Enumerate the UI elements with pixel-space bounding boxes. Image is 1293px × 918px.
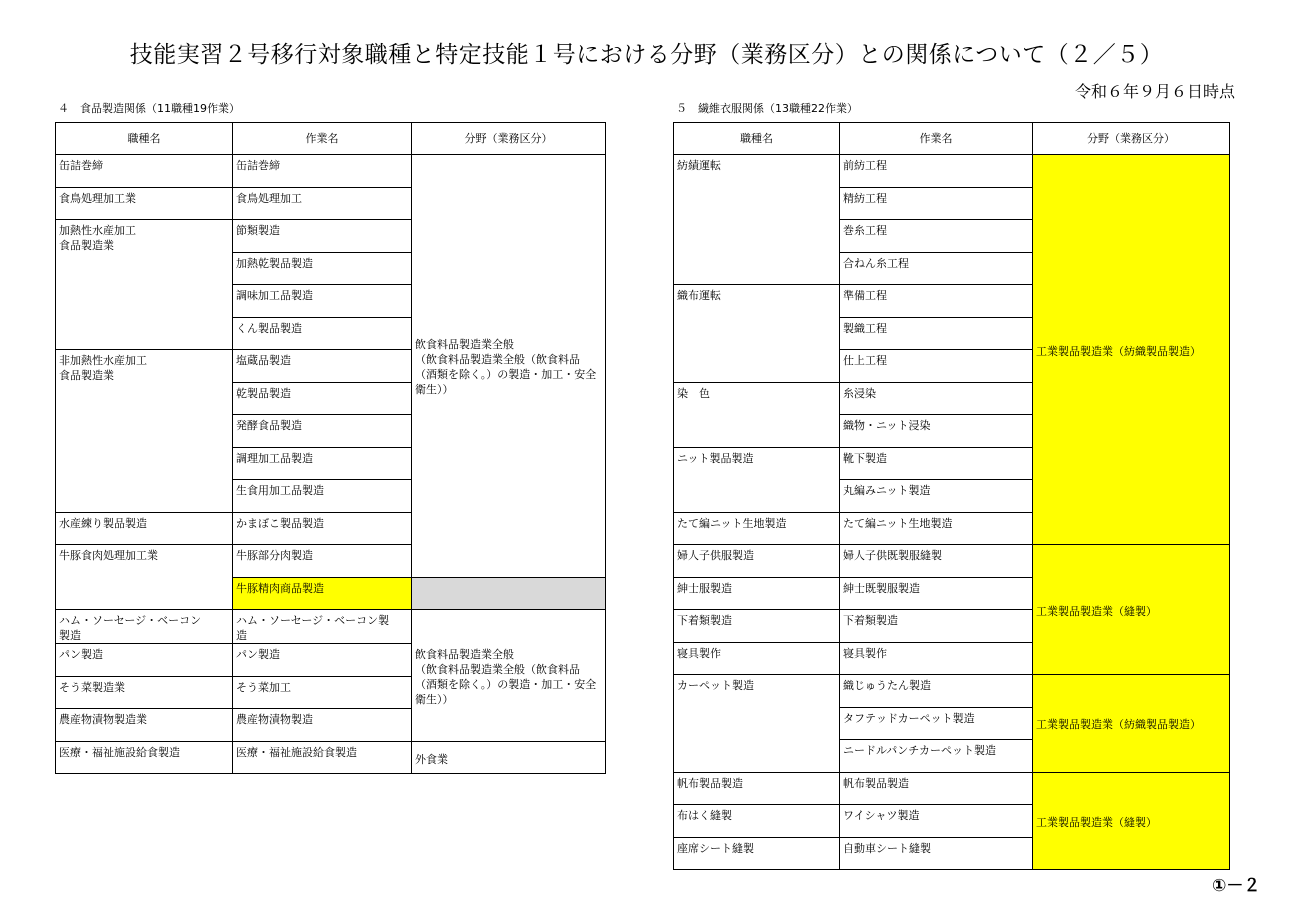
work-cell: 発酵食品製造 [233, 415, 412, 448]
job-cell: パン製造 [56, 644, 233, 677]
header-job: 職種名 [56, 123, 233, 155]
work-cell: 仕上工程 [840, 350, 1033, 383]
section-title-textile: ５ 繊維衣服関係（13職種22作業） [676, 102, 858, 115]
field-cell-empty [412, 577, 606, 610]
work-cell: 調味加工品製造 [233, 285, 412, 318]
work-cell: 織じゅうたん製造 [840, 675, 1033, 708]
textile-table [673, 122, 1230, 870]
page-number: ①－２ [1212, 876, 1261, 896]
work-cell: かまぼこ製品製造 [233, 512, 412, 545]
work-cell: 巻糸工程 [840, 220, 1033, 253]
work-cell: パン製造 [233, 644, 412, 677]
job-cell: そう菜製造業 [56, 676, 233, 709]
header-field: 分野（業務区分） [412, 123, 606, 155]
work-cell: くん製品製造 [233, 317, 412, 350]
work-cell: 農産物漬物製造 [233, 709, 412, 742]
job-cell: 医療・福祉施設給食製造 [56, 741, 233, 774]
job-cell: 缶詰巻締 [56, 155, 233, 188]
work-cell: 加熱乾製品製造 [233, 252, 412, 285]
job-cell: ニット製品製造 [674, 447, 840, 512]
work-cell: 調理加工品製造 [233, 447, 412, 480]
work-cell: 生食用加工品製造 [233, 480, 412, 513]
work-cell: 自動車シート縫製 [840, 837, 1033, 870]
work-cell: 寝具製作 [840, 642, 1033, 675]
field-cell-highlight: 工業製品製造業（縫製） [1033, 772, 1230, 870]
work-cell: 靴下製造 [840, 447, 1033, 480]
job-cell: 非加熱性水産加工 食品製造業 [56, 350, 233, 513]
header-work: 作業名 [840, 123, 1033, 155]
field-cell-highlight: 工業製品製造業（縫製） [1033, 545, 1230, 675]
header-work: 作業名 [233, 123, 412, 155]
work-cell: 乾製品製造 [233, 382, 412, 415]
work-cell: 帆布製品製造 [840, 772, 1033, 805]
job-cell: 婦人子供服製造 [674, 545, 840, 578]
job-cell: 食鳥処理加工業 [56, 187, 233, 220]
job-cell: たて編ニット生地製造 [674, 512, 840, 545]
job-cell: ハム・ソーセージ・ベーコン 製造 [56, 610, 233, 644]
work-cell-highlight: 牛豚精肉商品製造 [233, 577, 412, 610]
job-cell: 布はく縫製 [674, 805, 840, 838]
work-cell: ニードルパンチカーペット製造 [840, 740, 1033, 773]
job-cell: 織布運転 [674, 285, 840, 383]
job-cell: 牛豚食肉処理加工業 [56, 545, 233, 610]
work-cell: 紳士既製服製造 [840, 577, 1033, 610]
job-cell: 寝具製作 [674, 642, 840, 675]
section-title-food: ４ 食品製造関係（11職種19作業） [58, 102, 240, 115]
header-job: 職種名 [674, 123, 840, 155]
food-table [55, 122, 606, 774]
job-cell: 加熱性水産加工 食品製造業 [56, 220, 233, 350]
work-cell: たて編ニット生地製造 [840, 512, 1033, 545]
field-cell: 飲食料品製造業全般 （飲食料品製造業全般（飲食料品 （酒類を除く。）の製造・加工・安全 衛生）） [412, 610, 606, 742]
work-cell: 織物・ニット浸染 [840, 415, 1033, 448]
header-field: 分野（業務区分） [1033, 123, 1230, 155]
work-cell: 婦人子供既製服縫製 [840, 545, 1033, 578]
field-cell: 外食業 [412, 741, 606, 774]
job-cell: 水産練り製品製造 [56, 512, 233, 545]
work-cell: 下着類製造 [840, 610, 1033, 643]
work-cell: 糸浸染 [840, 382, 1033, 415]
page-title: 技能実習２号移行対象職種と特定技能１号における分野（業務区分）との関係について（２／５） [129, 42, 1164, 68]
field-cell-highlight: 工業製品製造業（紡織製品製造） [1033, 675, 1230, 773]
as-of-date: 令和６年９月６日時点 [1074, 82, 1235, 101]
job-cell: 農産物漬物製造業 [56, 709, 233, 742]
work-cell: 塩蔵品製造 [233, 350, 412, 383]
work-cell: 節類製造 [233, 220, 412, 253]
work-cell: 食鳥処理加工 [233, 187, 412, 220]
work-cell: 前紡工程 [840, 155, 1033, 188]
job-cell: 紳士服製造 [674, 577, 840, 610]
work-cell: 医療・福祉施設給食製造 [233, 741, 412, 774]
work-cell: タフテッドカーペット製造 [840, 707, 1033, 740]
field-cell-highlight: 工業製品製造業（紡織製品製造） [1033, 155, 1230, 545]
job-cell: 下着類製造 [674, 610, 840, 643]
job-cell: 帆布製品製造 [674, 772, 840, 805]
job-cell: 染 色 [674, 382, 840, 447]
work-cell: 缶詰巻締 [233, 155, 412, 188]
work-cell: 精紡工程 [840, 187, 1033, 220]
job-cell: カーペット製造 [674, 675, 840, 773]
work-cell: 準備工程 [840, 285, 1033, 318]
work-cell: ハム・ソーセージ・ベーコン製 造 [233, 610, 412, 644]
job-cell: 紡績運転 [674, 155, 840, 285]
field-cell: 飲食料品製造業全般 （飲食料品製造業全般（飲食料品 （酒類を除く。）の製造・加工・安全 衛生）） [412, 155, 606, 578]
work-cell: 牛豚部分肉製造 [233, 545, 412, 578]
work-cell: 丸編みニット製造 [840, 480, 1033, 513]
work-cell: ワイシャツ製造 [840, 805, 1033, 838]
work-cell: 合ねん糸工程 [840, 252, 1033, 285]
work-cell: そう菜加工 [233, 676, 412, 709]
work-cell: 製織工程 [840, 317, 1033, 350]
job-cell: 座席シート縫製 [674, 837, 840, 870]
